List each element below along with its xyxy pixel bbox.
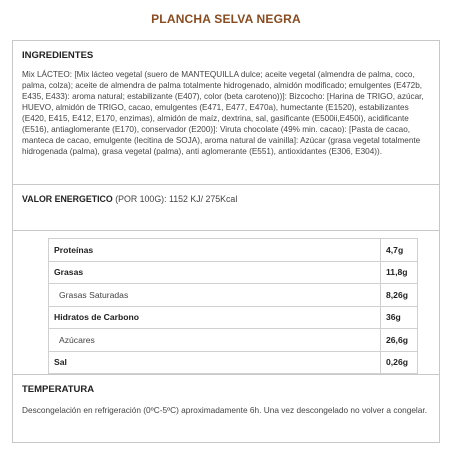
product-title: PLANCHA SELVA NEGRA	[151, 12, 301, 26]
nutrient-name: Azúcares	[49, 329, 381, 352]
nutrient-value: 11,8g	[381, 261, 418, 284]
nutrient-value: 26,6g	[381, 329, 418, 352]
energy-value: (POR 100G): 1152 KJ/ 275Kcal	[115, 194, 238, 204]
product-sheet	[12, 40, 440, 443]
nutrition-table	[48, 238, 418, 374]
nutrient-name: Grasas	[49, 261, 381, 284]
ingredients-heading: INGREDIENTES	[22, 50, 94, 61]
nutrient-name: Sal	[49, 351, 381, 374]
nutrient-value: 36g	[381, 306, 418, 329]
table-row	[49, 329, 418, 352]
energy-line	[22, 194, 237, 204]
table-row	[49, 306, 418, 329]
nutrient-name: Proteínas	[49, 239, 381, 262]
nutrient-value: 0,26g	[381, 351, 418, 374]
energy-section	[13, 185, 439, 231]
nutrient-name: Hidratos de Carbono	[49, 306, 381, 329]
temperature-section	[13, 375, 439, 442]
nutrient-value: 4,7g	[381, 239, 418, 262]
table-row	[49, 284, 418, 307]
table-row	[49, 239, 418, 262]
nutrition-section	[13, 231, 439, 375]
temperature-heading: TEMPERATURA	[22, 384, 95, 395]
table-row	[49, 351, 418, 374]
table-row	[49, 261, 418, 284]
nutrient-value: 8,26g	[381, 284, 418, 307]
ingredients-text: Mix LÁCTEO: [Mix lácteo vegetal (suero de MANTEQUILLA dulce; aceite vegetal (almendra de palma, coco, palma, colza); aceite de almendra de palma totalmente hidrogenado, almidón modificado; emulgentes (E472b, E435, E433): aroma natural; estabilizante (E407), color (beta caroteno))]: Bizcocho: [Harina de TRIGO, azúcar, HUEVO, almidón de TRIGO, cacao, emulgentes (E471, E477, E470a), humectante (E1520), estabilizantes (E420, E415, E412, E170, enzimas), almidón de maíz, dextrina, sal, gasificante (E500ii,E450i), acidificante (E516), antiaglomerante (E170), conservador (E200)]: Viruta chocolate (49% min. cacao): [Pasta de cacao, manteca de cacao, emulgente (lecitina de SOJA), aroma natural de vainilla]: Azúcar (grasa vegetal totalmente hidrogenada (palma), grasa vegetal (palma), anti aglomerante (E551), antioxidantes (E306, E304)).	[22, 70, 424, 156]
nutrient-name: Grasas Saturadas	[49, 284, 381, 307]
temperature-text: Descongelación en refrigeración (0ºC-5ºC) aproximadamente 6h. Una vez descongelado no volver a congelar.	[22, 405, 427, 415]
ingredients-section	[13, 41, 439, 185]
energy-label: VALOR ENERGETICO	[22, 194, 113, 204]
